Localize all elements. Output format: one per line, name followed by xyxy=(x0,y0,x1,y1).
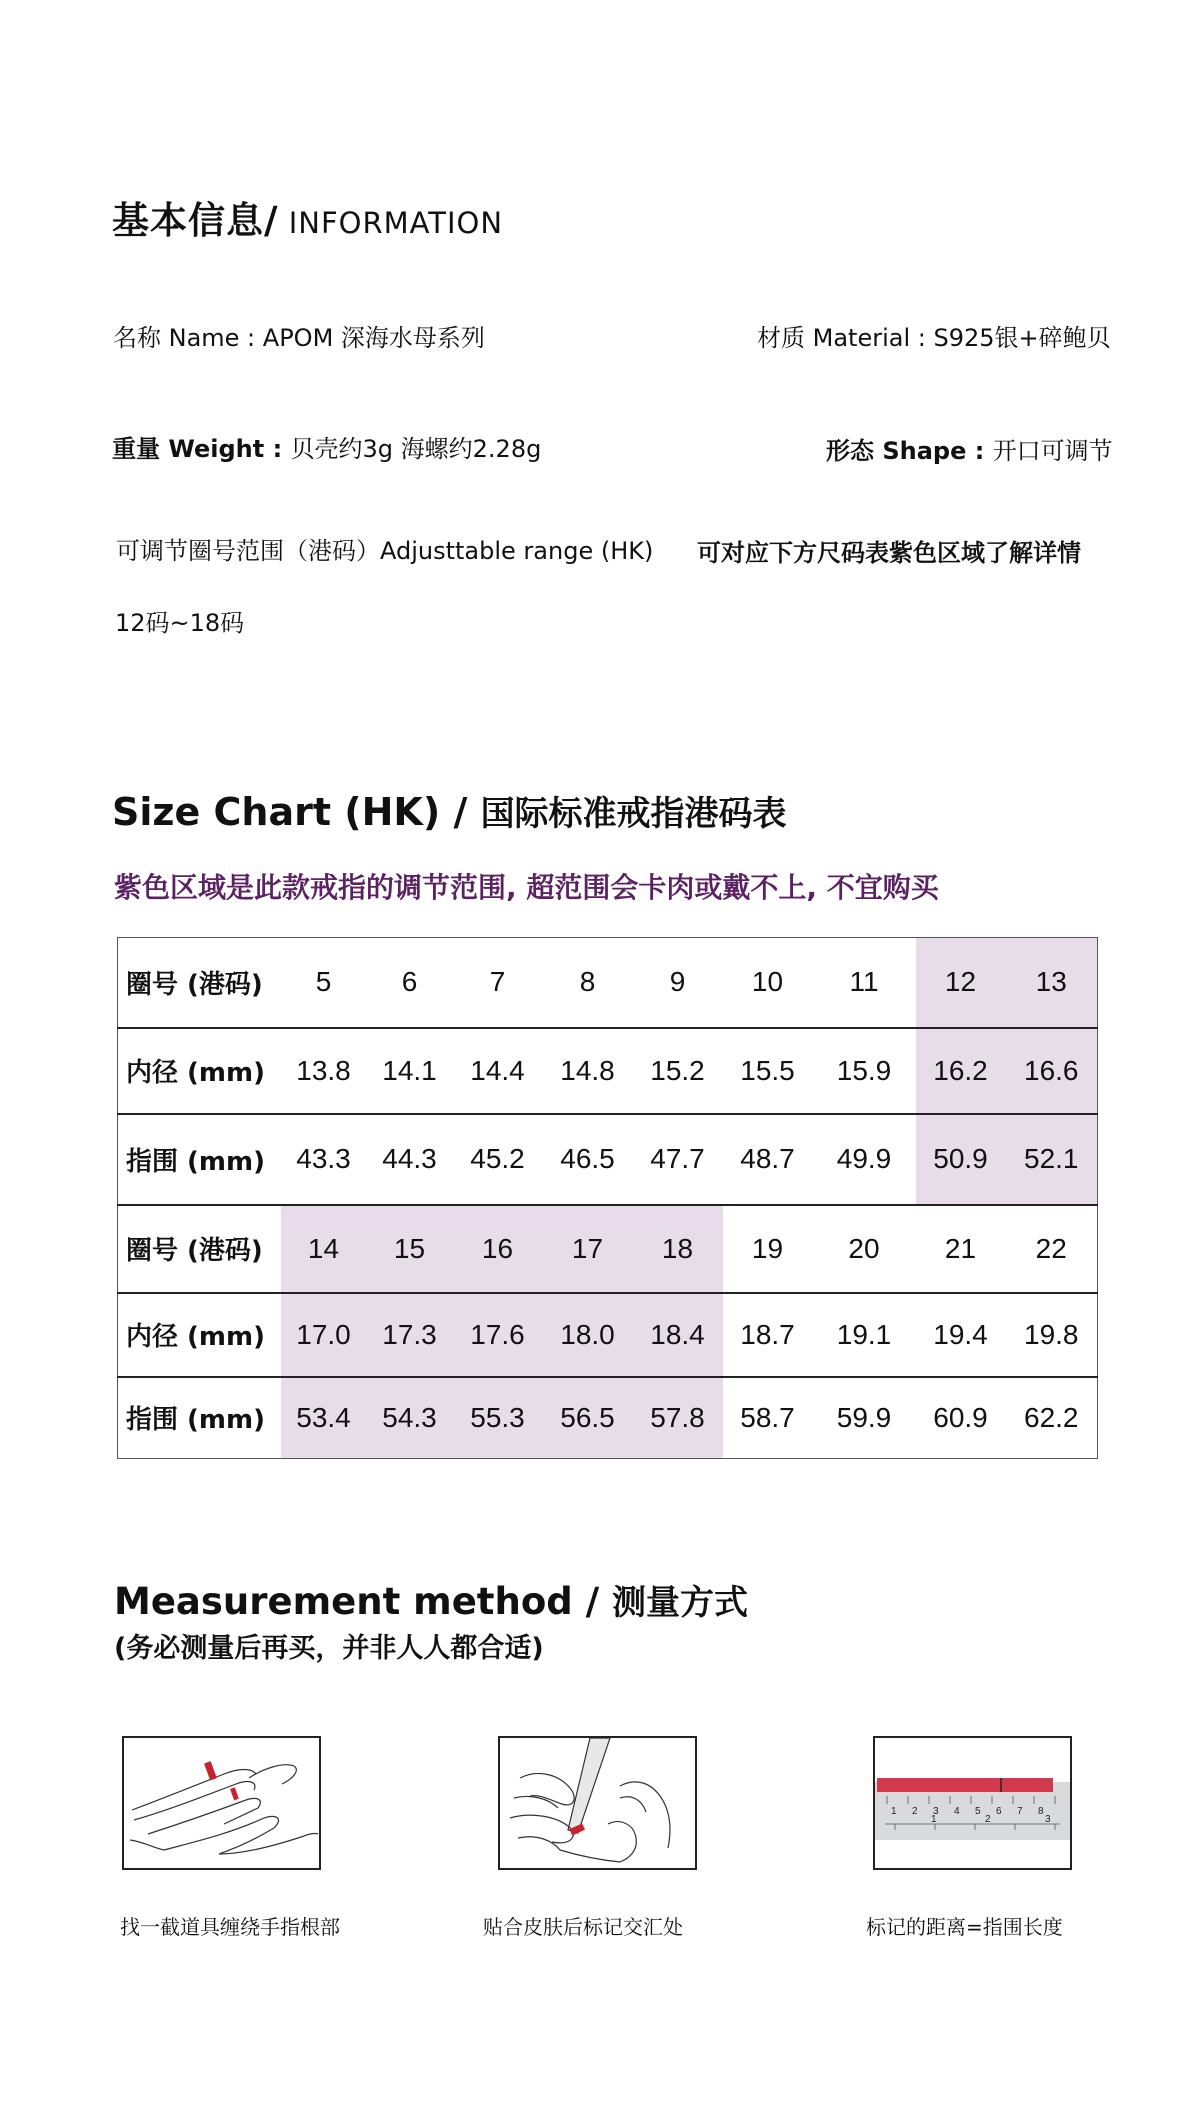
table-cell-highlight: 52.1 xyxy=(1006,1114,1098,1205)
table-cell: 21 xyxy=(944,1232,977,1264)
table-cell: 13.8 xyxy=(296,1054,351,1086)
ruler-number: 4 xyxy=(954,1806,960,1817)
table-cell: 15.5 xyxy=(740,1054,795,1086)
weight-value: 贝壳约3g 海螺约2.28g xyxy=(290,435,542,463)
row-label: 指围 (mm) xyxy=(126,1405,266,1436)
table-cell: 60.9 xyxy=(933,1401,988,1433)
table-cell: 7 xyxy=(489,966,506,998)
table-cell: 20 xyxy=(848,1232,880,1264)
information-title-cn: 基本信息/ xyxy=(112,199,279,242)
name-label: 名称 Name : xyxy=(113,324,263,352)
table-cell: 14.1 xyxy=(382,1054,437,1086)
table-cell: 62.2 xyxy=(1024,1401,1079,1433)
marking-strip-icon xyxy=(498,1736,697,1870)
shape-field xyxy=(826,431,1113,466)
table-row xyxy=(118,1028,1098,1114)
ruler-number: 1 xyxy=(891,1806,897,1817)
range-note: 可对应下方尺码表紫色区域了解详情 xyxy=(697,539,1081,567)
ruler-number: 2 xyxy=(912,1806,918,1817)
step-caption: 贴合皮肤后标记交汇处 xyxy=(483,1915,683,1939)
ruler-number: 3 xyxy=(1045,1814,1051,1825)
size-chart-title-cn: 国际标准戒指港码表 xyxy=(480,794,787,834)
row-label: 圈号 (港码) xyxy=(126,969,263,1000)
table-cell: 45.2 xyxy=(470,1143,525,1174)
table-cell-highlight: 17.6 xyxy=(453,1293,543,1377)
table-cell: 6 xyxy=(401,966,418,998)
table-cell-highlight: 53.4 xyxy=(281,1377,367,1459)
ruler-measure-icon xyxy=(873,1736,1072,1870)
ruler-number: 6 xyxy=(996,1806,1002,1817)
row-label: 内径 (mm) xyxy=(126,1322,266,1352)
table-row xyxy=(118,1205,1098,1293)
table-cell-highlight: 55.3 xyxy=(453,1377,543,1459)
table-cell: 48.7 xyxy=(740,1143,795,1174)
information-title-en: INFORMATION xyxy=(278,206,504,240)
table-cell: 11 xyxy=(849,966,879,998)
table-cell: 19 xyxy=(751,1232,784,1264)
range-label: 可调节圈号范围（港码）Adjusttable range (HK) xyxy=(116,537,654,565)
table-cell: 19.1 xyxy=(836,1318,892,1350)
table-cell-highlight: 17.0 xyxy=(281,1293,367,1377)
material-value: S925银+碎鲍贝 xyxy=(933,324,1111,352)
material-label: 材质 Material : xyxy=(757,324,934,352)
table-cell: 9 xyxy=(669,966,686,998)
table-cell: 10 xyxy=(751,966,784,998)
measurement-subtitle: (务必测量后再买，并非人人都合适) xyxy=(114,1633,544,1664)
size-chart-title xyxy=(112,786,787,835)
shape-label: 形态 Shape : xyxy=(826,437,993,465)
table-row xyxy=(118,1114,1098,1205)
shape-value: 开口可调节 xyxy=(992,437,1113,465)
table-cell: 19.8 xyxy=(1024,1318,1079,1350)
table-cell: 49.9 xyxy=(836,1143,892,1174)
ruler-number: 2 xyxy=(985,1814,991,1825)
table-cell: 59.9 xyxy=(836,1401,892,1433)
table-cell: 47.7 xyxy=(650,1143,705,1174)
table-cell: 18.7 xyxy=(740,1318,795,1350)
table-cell-highlight: 18.0 xyxy=(543,1293,633,1377)
table-cell-highlight: 17.3 xyxy=(367,1293,453,1377)
table-row xyxy=(118,938,1098,1028)
ruler-number: 5 xyxy=(975,1806,981,1817)
table-cell-highlight: 16.6 xyxy=(1006,1028,1098,1114)
information-title xyxy=(112,190,503,244)
table-cell: 5 xyxy=(315,966,332,998)
table-cell: 19.4 xyxy=(933,1318,988,1350)
table-row xyxy=(118,1377,1098,1459)
measurement-title xyxy=(114,1575,748,1624)
table-cell-highlight: 15 xyxy=(367,1205,453,1293)
material-field xyxy=(757,318,1111,353)
range-value: 12码~18码 xyxy=(115,609,245,637)
size-chart-title-en: Size Chart (HK) / xyxy=(112,790,481,834)
table-cell-highlight: 57.8 xyxy=(633,1377,723,1459)
table-cell: 14.8 xyxy=(560,1054,615,1086)
step-caption: 标记的距离=指围长度 xyxy=(866,1915,1063,1939)
table-cell: 44.3 xyxy=(382,1143,437,1174)
table-cell-highlight: 56.5 xyxy=(543,1377,633,1459)
table-cell-highlight: 50.9 xyxy=(916,1114,1006,1205)
row-label: 内径 (mm) xyxy=(126,1058,266,1088)
table-cell-highlight: 16.2 xyxy=(916,1028,1006,1114)
table-cell: 46.5 xyxy=(560,1143,615,1174)
table-cell: 58.7 xyxy=(740,1401,795,1433)
ruler-number: 7 xyxy=(1017,1806,1023,1817)
table-cell-highlight: 12 xyxy=(916,938,1006,1028)
table-cell-highlight: 18.4 xyxy=(633,1293,723,1377)
size-chart-note: 紫色区域是此款戒指的调节范围, 超范围会卡肉或戴不上, 不宜购买 xyxy=(114,871,939,904)
table-cell-highlight: 17 xyxy=(543,1205,633,1293)
step-caption: 找一截道具缠绕手指根部 xyxy=(120,1915,340,1939)
size-table xyxy=(117,937,1098,1459)
table-cell-highlight: 54.3 xyxy=(367,1377,453,1459)
table-cell: 15.9 xyxy=(836,1054,892,1086)
measurement-title-cn: 测量方式 xyxy=(612,1583,749,1623)
table-cell-highlight: 16 xyxy=(453,1205,543,1293)
name-value: APOM 深海水母系列 xyxy=(262,324,485,352)
row-label: 指围 (mm) xyxy=(126,1146,266,1177)
table-cell: 22 xyxy=(1035,1232,1067,1264)
weight-field xyxy=(112,429,541,464)
table-cell: 15.2 xyxy=(650,1054,705,1086)
name-field xyxy=(113,318,485,353)
table-cell-highlight: 14 xyxy=(281,1205,367,1293)
table-cell: 8 xyxy=(579,966,596,998)
table-row xyxy=(118,1293,1098,1377)
measurement-title-en: Measurement method / xyxy=(114,1580,613,1623)
hand-with-strip-icon xyxy=(122,1736,321,1870)
table-cell-highlight: 18 xyxy=(633,1205,723,1293)
row-label: 圈号 (港码) xyxy=(126,1236,263,1266)
ruler-number: 1 xyxy=(931,1814,937,1825)
ruler-number: 3 xyxy=(933,1806,939,1817)
weight-label: 重量 Weight : xyxy=(112,435,291,463)
ruler-number: 8 xyxy=(1038,1806,1044,1817)
table-cell: 43.3 xyxy=(296,1143,351,1174)
table-cell-highlight: 13 xyxy=(1006,938,1098,1028)
table-cell: 14.4 xyxy=(470,1054,525,1086)
